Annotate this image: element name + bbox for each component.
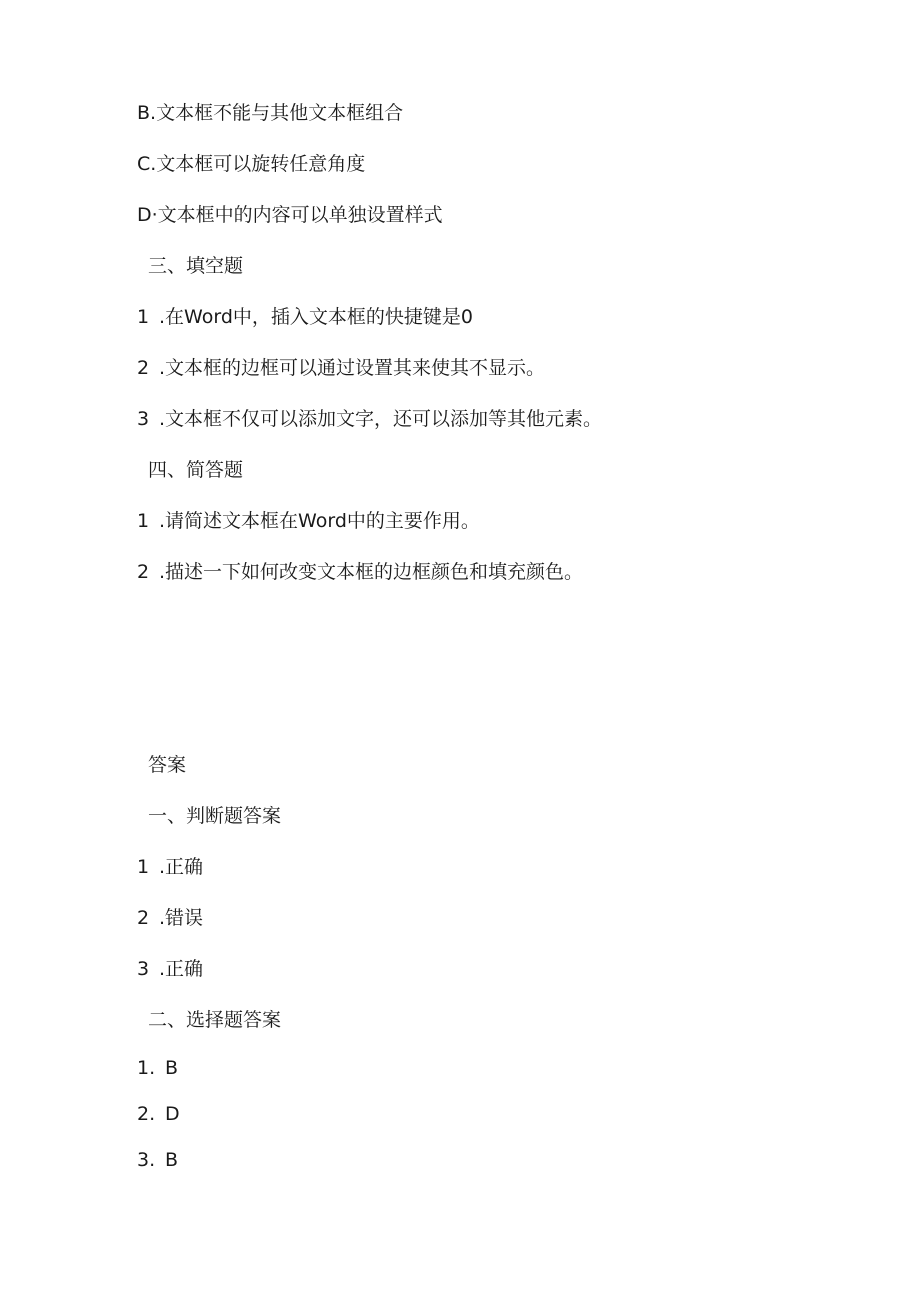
option-b: B.文本框不能与其他文本框组合 xyxy=(137,102,404,124)
choice-answers-heading: 二、选择题答案 xyxy=(148,1009,282,1031)
item-text: .正确 xyxy=(159,958,204,980)
item-text: .文本框的边框可以通过设置其来使其不显示。 xyxy=(159,357,546,379)
item-text: D xyxy=(165,1103,180,1125)
item-number: 2. xyxy=(137,1103,156,1125)
judge-answers-heading: 一、判断题答案 xyxy=(148,805,282,827)
item-number: 3. xyxy=(137,1149,156,1171)
option-d: D·文本框中的内容可以单独设置样式 xyxy=(137,204,443,226)
judge-answer-2 xyxy=(137,906,203,930)
item-text: .描述一下如何改变文本框的边框颜色和填充颜色。 xyxy=(159,561,584,583)
item-text: .请简述文本框在Word中的主要作用。 xyxy=(159,510,480,532)
choice-answer-3 xyxy=(137,1148,178,1172)
option-c: C.文本框可以旋转任意角度 xyxy=(137,153,366,175)
fill-item-2 xyxy=(137,356,545,380)
fill-item-1 xyxy=(137,305,473,329)
short-answer-heading: 四、简答题 xyxy=(148,459,244,481)
choice-answer-2 xyxy=(137,1102,180,1126)
item-text: B xyxy=(165,1057,179,1079)
item-text: .错误 xyxy=(159,907,204,929)
item-text: .正确 xyxy=(159,856,204,878)
short-item-1 xyxy=(137,509,480,533)
answers-title: 答案 xyxy=(148,754,187,776)
item-number: 2 xyxy=(137,907,150,929)
fill-item-3 xyxy=(137,407,602,431)
item-number: 1 xyxy=(137,510,150,532)
judge-answer-3 xyxy=(137,957,203,981)
item-number: 2 xyxy=(137,357,150,379)
choice-answer-1 xyxy=(137,1056,178,1080)
item-text: .文本框不仅可以添加文字，还可以添加等其他元素。 xyxy=(159,408,603,430)
item-text: .在Word中，插入文本框的快捷键是0 xyxy=(159,306,473,328)
item-number: 2 xyxy=(137,561,150,583)
judge-answer-1 xyxy=(137,855,203,879)
item-text: B xyxy=(165,1149,179,1171)
item-number: 1 xyxy=(137,306,150,328)
item-number: 1 xyxy=(137,856,150,878)
item-number: 1. xyxy=(137,1057,156,1079)
item-number: 3 xyxy=(137,408,150,430)
short-item-2 xyxy=(137,560,583,584)
fill-blank-heading: 三、填空题 xyxy=(148,255,244,277)
item-number: 3 xyxy=(137,958,150,980)
